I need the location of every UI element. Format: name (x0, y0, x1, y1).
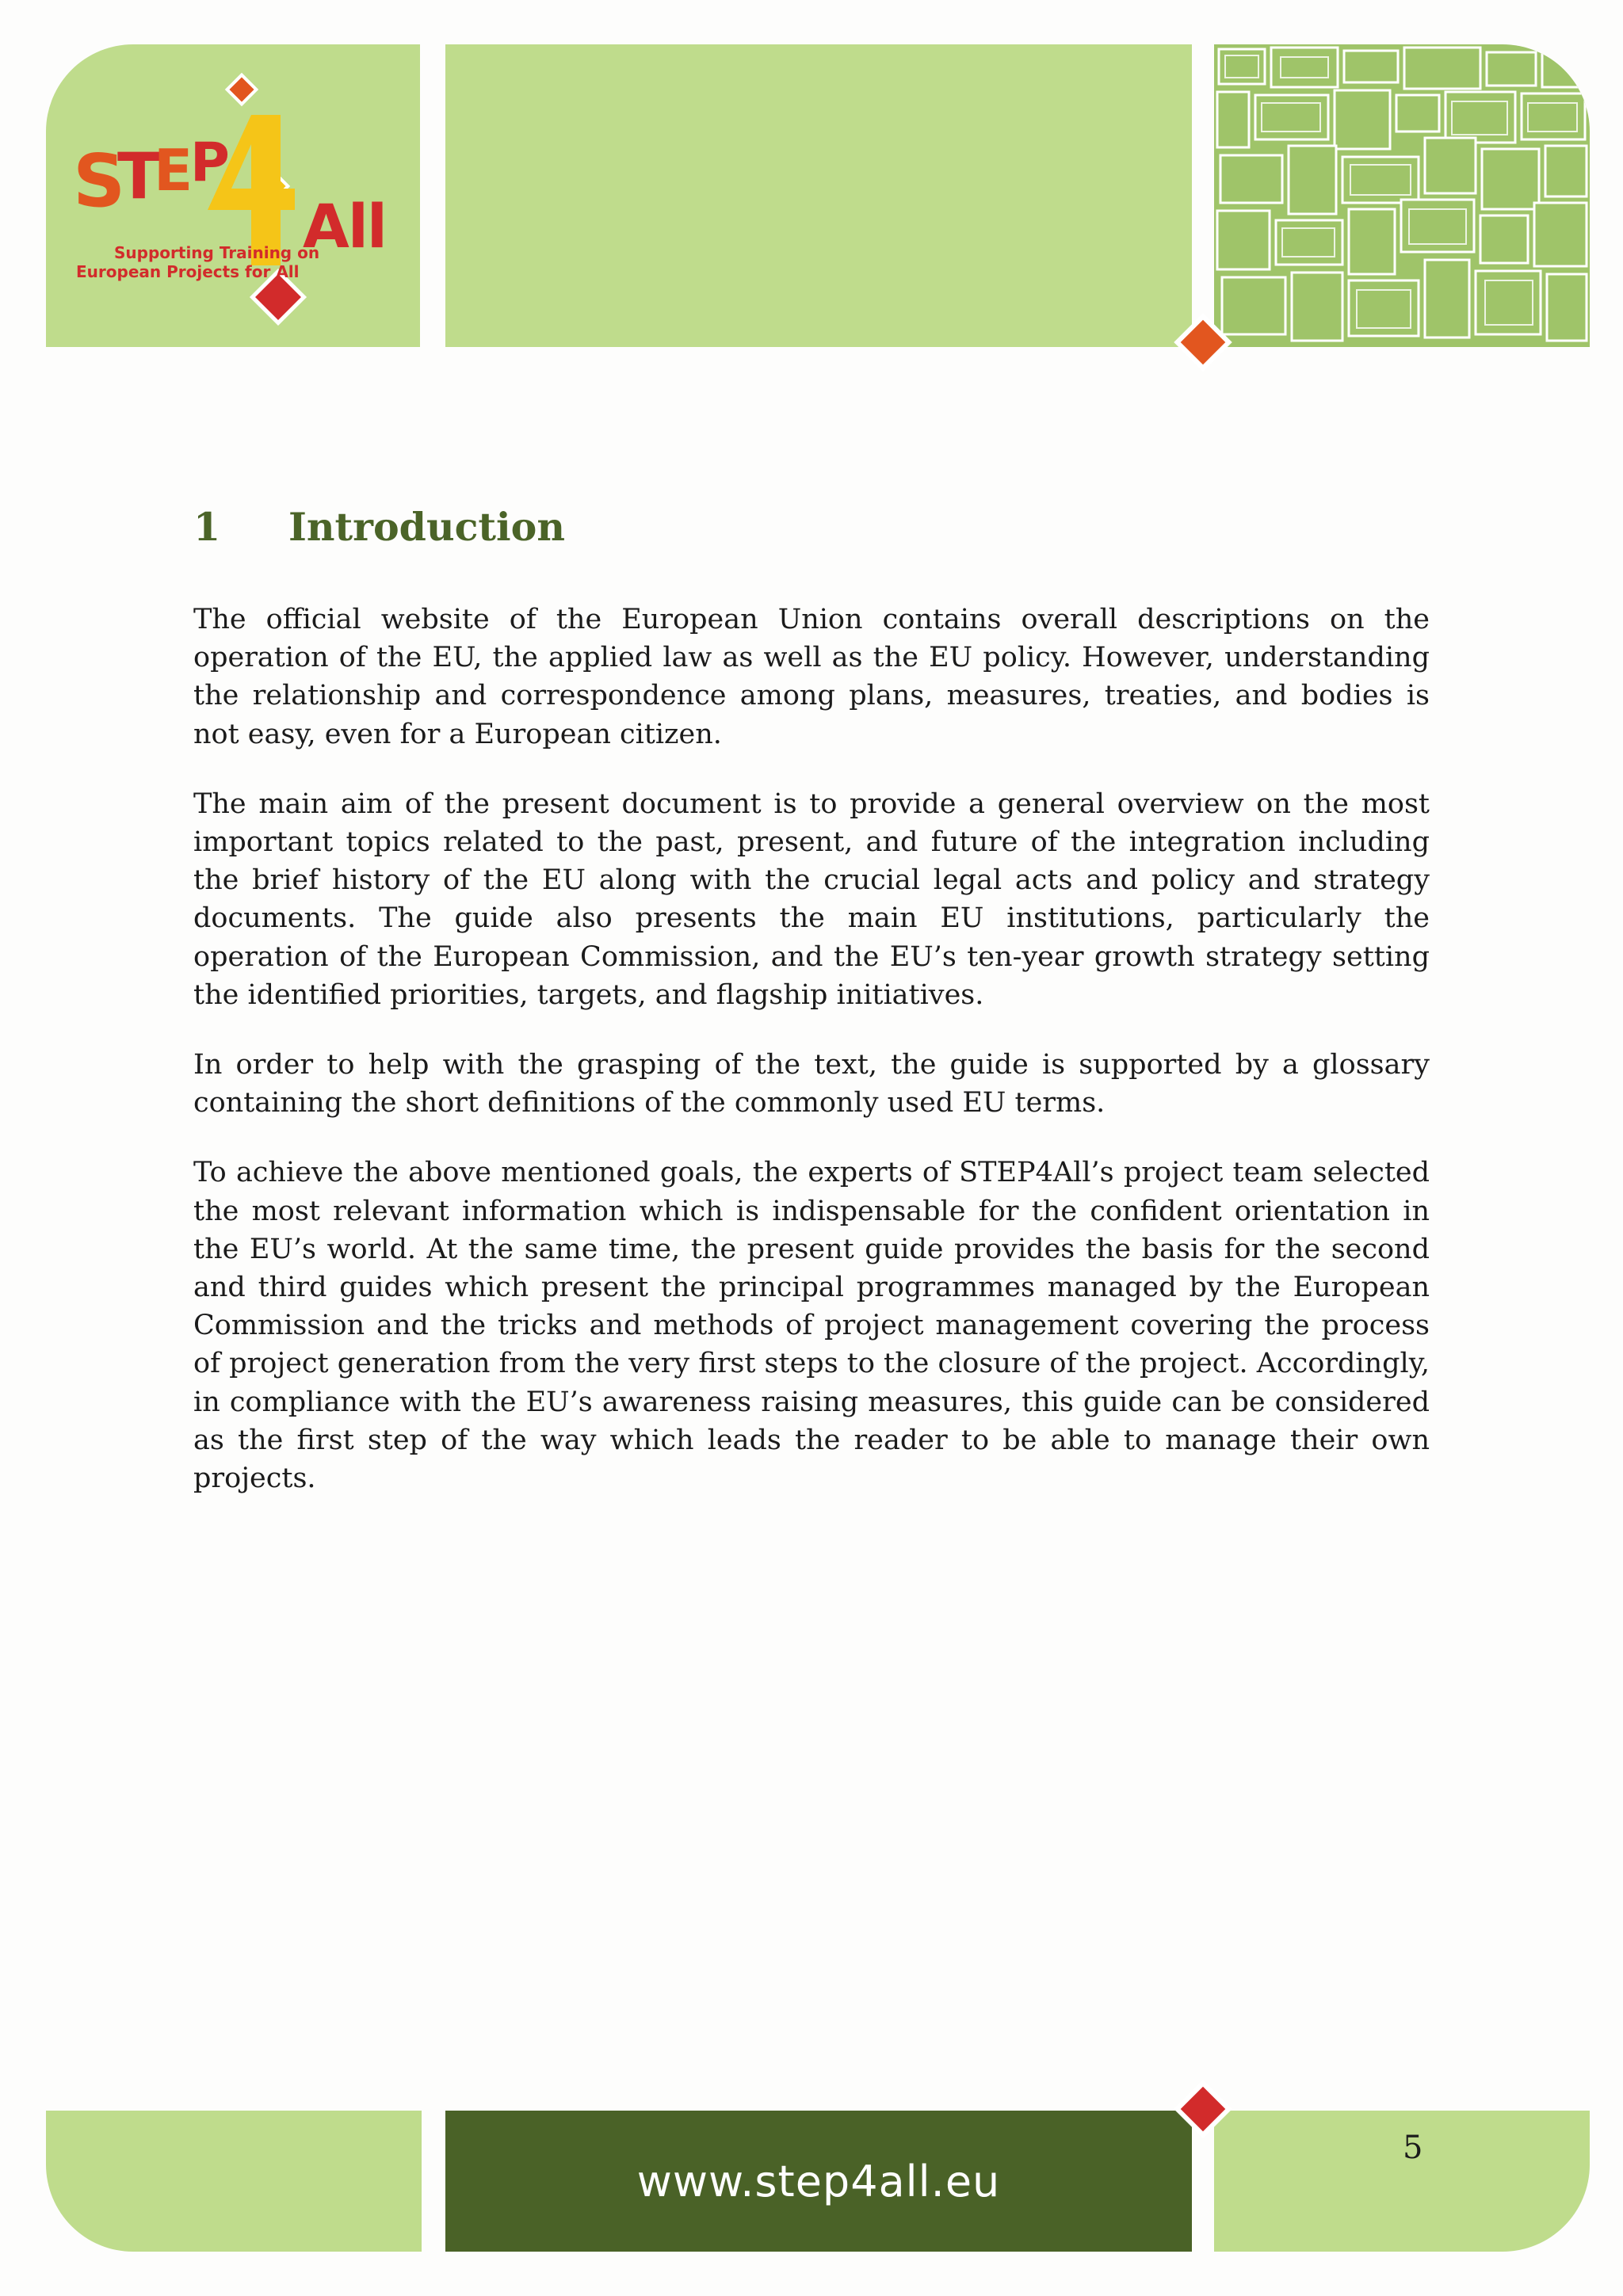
paragraph: The official website of the European Union contains overall descriptions on the operation of the EU, the applied law as well as the EU policy. However, understanding the relationship and correspondence among plans, measures, treaties, and bodies is not easy, even for a European citizen. (193, 604, 1430, 750)
footer-right-panel (1214, 2111, 1590, 2252)
body-text (193, 601, 1430, 1529)
step4all-logo (65, 71, 414, 341)
page-number: 5 (1403, 2130, 1423, 2166)
svg-text:Supporting Training on: Supporting Training on (114, 243, 320, 262)
svg-text:P: P (190, 132, 227, 194)
section-number: 1 (193, 504, 221, 550)
svg-text:E: E (154, 137, 190, 204)
svg-text:All: All (303, 191, 386, 261)
website-link[interactable]: www.step4all.eu (636, 2157, 1001, 2206)
svg-text:European Projects for All: European Projects for All (76, 262, 300, 281)
paragraph: To achieve the above mentioned goals, the experts of STEP4All’s project team selected the most relevant information which is indispensable for the confident orientation in the EU’s world. At the same time, the present guide provides the basis for the second and third guides which present the principal programmes managed by the European Commission and the tricks and methods of project management covering the process of project generation from the very first steps to the closure of the project. Accordingly, in compliance with the EU’s awareness raising measures, this guide can be considered as the first step of the way which leads the reader to be able to manage their own projects. (193, 1157, 1430, 1495)
svg-text:S: S (73, 139, 123, 223)
section-heading (193, 504, 565, 550)
paragraph: In order to help with the grasping of the text, the guide is supported by a glossary containing the short definitions of the commonly used EU terms. (193, 1049, 1430, 1119)
section-title: Introduction (288, 504, 565, 550)
paragraph: The main aim of the present document is to provide a general overview on the most important topics related to the past, present, and future of the integration including the brief history of the EU along with the crucial legal acts and policy and strategy documents. The guide also presents the main EU institutions, particularly the operation of the European Commission, and the EU’s ten-year growth strategy setting the identified priorities, targets, and flagship initiatives. (193, 788, 1430, 1011)
footer-left-panel (46, 2111, 422, 2252)
svg-text:T: T (117, 139, 158, 213)
header-banner (445, 44, 1192, 347)
header-pattern-panel (1214, 44, 1590, 347)
